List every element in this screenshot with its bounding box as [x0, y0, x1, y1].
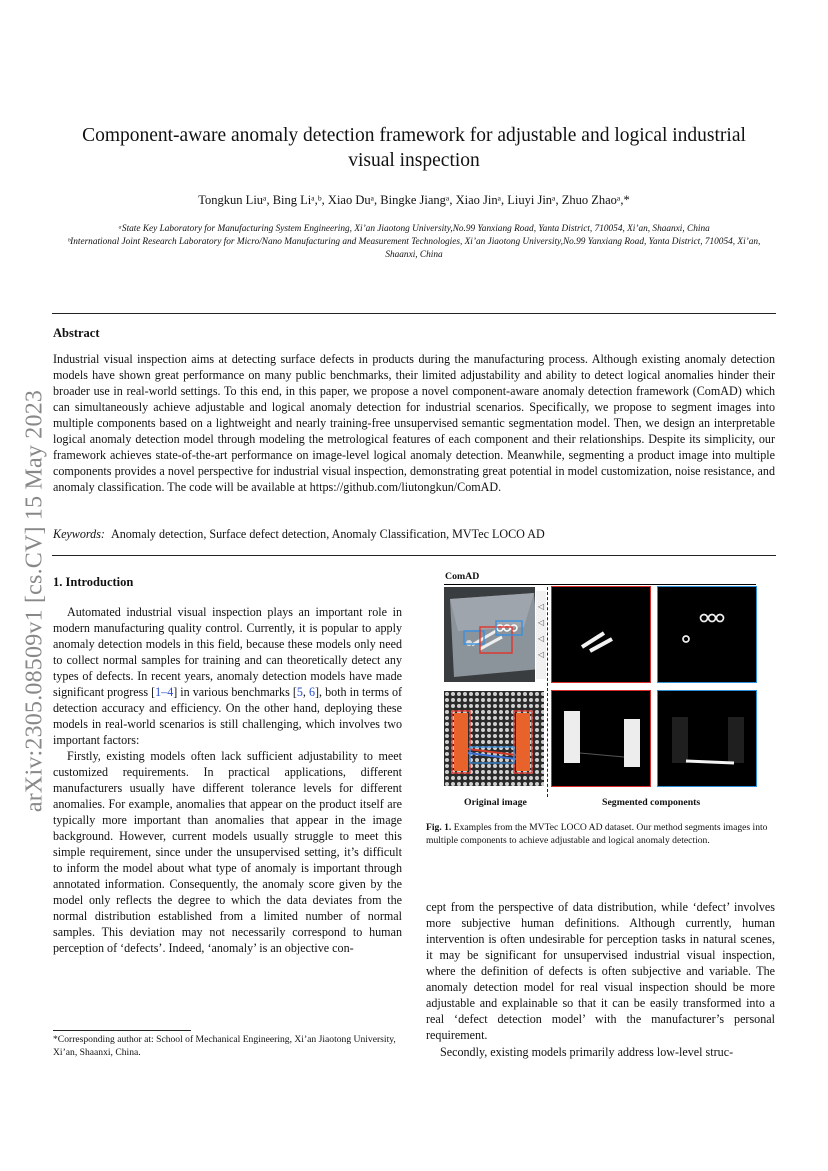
right-paragraph-1: cept from the perspective of data distribution, while ‘defect’ involves more subjective human definitions. Although currently, human intervention is often undesirable for perception tasks in natural scenes, it may be significant for unsupervised industrial visual inspection, where the definition of defects is often subjective and variable. The anomaly detection model for real visual inspection should be more adjustable and explainable so that it can be easily transformed into a real ‘defect detection model’ with the manufacturer’s personal requirement.: [426, 900, 775, 1042]
right-column: [426, 899, 775, 1060]
svg-text:◁: ◁: [538, 618, 545, 627]
citation-link[interactable]: 5: [296, 685, 303, 699]
segmented-component-blue-top: [658, 587, 756, 682]
figure-separator: [547, 587, 548, 797]
paper-title: Component-aware anomaly detection framework for adjustable and logical industrial visual inspection: [82, 125, 746, 171]
original-image-top: [444, 587, 544, 682]
original-image-bottom: [444, 691, 544, 786]
keywords-line: [53, 527, 775, 542]
figure-1: [444, 571, 756, 808]
segmented-component-red-bottom: [552, 691, 650, 786]
text-span: ] in various benchmarks [: [173, 685, 297, 699]
right-paragraph-2: Secondly, existing models primarily address low-level struc-: [440, 1045, 734, 1059]
footnote-divider: [53, 1030, 191, 1031]
segmented-component-red-top: [552, 587, 650, 682]
caption-segmented-components: Segmented components: [602, 797, 701, 808]
citation-link[interactable]: 1–4: [155, 685, 174, 699]
svg-text:◁: ◁: [538, 602, 545, 611]
figure-caption-text: Examples from the MVTec LOCO AD dataset. Our method segments images into multiple components to achieve adjustable and logical anomaly detection.: [426, 822, 768, 846]
abstract-text: Industrial visual inspection aims at detecting surface defects in products during the manufacturing process. Although existing anomaly detection models have shown great performance on many public benchmarks, their limited adjustability and ability to detect logical anomalies hinder their broader use in real-world settings. To this end, in this paper, we propose a novel component-aware anomaly detection framework (ComAD) which can simultaneously achieve adjustable and logical anomaly detection for industrial scenarios. Specifically, we propose to segment images into multiple components based on a lightweight and nearly training-free unsupervised semantic segmentation model. Then, we design an interpretable logical anomaly detection model through modeling the metrological features of each component and their relationships. Despite its simplicity, our framework achieves state-of-the-art performance on image-level logical anomaly detection. Meanwhile, segmenting a product image into multiple components provides a novel perspective for industrial visual inspection, demonstrating great potential in model customization, noise resistance, and anomaly classification. The code will be available at https://github.com/liutongkun/ComAD.: [53, 352, 775, 494]
intro-paragraph-2: Firstly, existing models often lack sufficient adjustability to meet customized requirements. In practical applications, different manufacturers usually have different tolerance levels for different anomalies. For example, anomalies that appear on the product itself are typically more important than anomalies that appear in the image background. However, current models usually struggle to meet this simple requirement, since under the unsupervised setting, it’s difficult to inform the model about what type of anomaly is important through annotated information. Consequently, the anomaly score given by the model only reflects the degree to which the data deviates from the normal distribution established from a limited number of normal samples. This deviation may not necessarily correspond to human perception of ‘defects’. Indeed, ‘anomaly’ is an objective con-: [53, 749, 402, 955]
arxiv-sidebar: [20, 352, 50, 850]
divider-top: [52, 313, 776, 314]
arxiv-id: arXiv:2305.08509v1 [cs.CV] 15 May 2023: [21, 389, 48, 813]
svg-text:◁: ◁: [538, 650, 545, 659]
text-span: ,: [302, 685, 309, 699]
left-column: [53, 604, 402, 956]
affiliation-b: ᵇInternational Joint Research Laboratory for Micro/Nano Manufacturing and Measurement Technologies, Xi’an Jiaotong University,No.99 Yanxiang Road, Yanta District, 710054, Xi’an, Shaanxi, China: [67, 237, 761, 260]
figure-caption-label: Fig. 1.: [426, 822, 452, 833]
svg-text:◁: ◁: [538, 634, 545, 643]
keywords-label: Keywords:: [53, 527, 105, 541]
figure-1-caption: [426, 822, 776, 847]
caption-original-image: Original image: [464, 797, 527, 808]
affiliations: [52, 223, 776, 262]
keywords-list: Anomaly detection, Surface defect detection, Anomaly Classification, MVTec LOCO AD: [110, 527, 545, 541]
divider-bottom: [52, 555, 776, 556]
intro-paragraph-1: [53, 604, 402, 748]
footnote: *Corresponding author at: School of Mechanical Engineering, Xi’an Jiaotong University, Xi’an, Shaanxi, China.: [53, 1034, 396, 1058]
segmented-component-blue-bottom: [658, 691, 756, 786]
section-heading-introduction: 1. Introduction: [53, 575, 134, 589]
text-span: ], both in terms of detection accuracy and efficiency. On the other hand, deploying these models in real-world scenarios is still challenging, which involves two important factors:: [53, 685, 403, 747]
original-image-strip-top: [535, 587, 547, 682]
figure-label-rule: [444, 584, 756, 585]
abstract-heading: Abstract: [53, 326, 100, 340]
figure-label-comad: ComAD: [445, 571, 480, 582]
text-span: Automated industrial visual inspection plays an important role in modern manufacturing quality control. Currently, it is popular to apply anomaly detection models in this field, because these models only need to collect normal samples for training and can theoretically detect any types of defects. In recent years, anomaly detection models have made significant progress [: [53, 605, 402, 699]
author-list: Tongkun Liuᵃ, Bing Liᵃ,ᵇ, Xiao Duᵃ, Bingke Jiangᵃ, Xiao Jinᵃ, Liuyi Jinᵃ, Zhuo Zhaoᵃ,*: [198, 193, 630, 207]
affiliation-a: ᵃState Key Laboratory for Manufacturing System Engineering, Xi’an Jiaotong University,No.99 Yanxiang Road, Yanta District, 710054, Xi’an, Shaanxi, China: [118, 224, 710, 234]
citation-link[interactable]: 6: [308, 685, 316, 699]
